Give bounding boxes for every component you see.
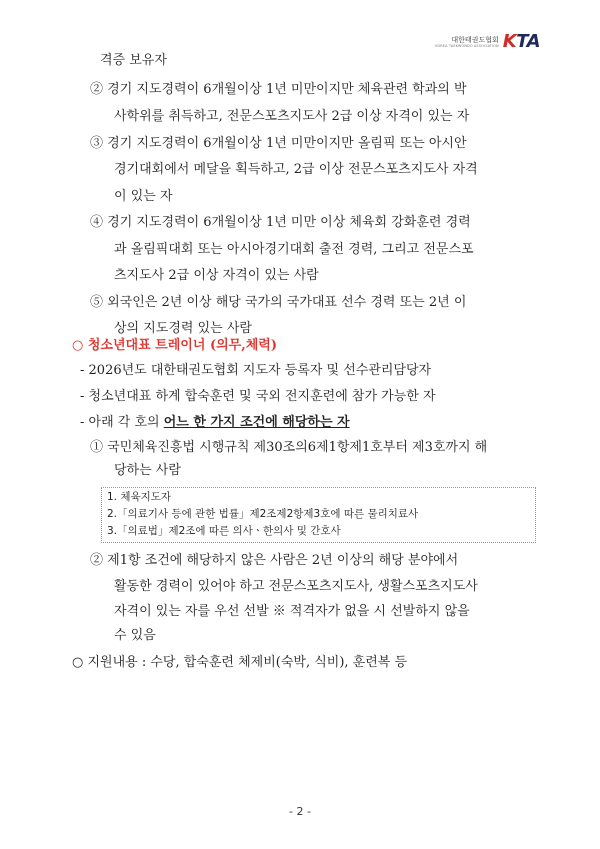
item-4-line-2: 과 올림픽대회 또는 아시아경기대회 출전 경력, 그리고 전문스포: [114, 242, 474, 257]
page-number: - 2 -: [289, 805, 311, 818]
sub-item-1-line-1: ① 국민체육진흥법 시행규칙 제30조의6제1항제1호부터 제3호까지 해: [90, 440, 488, 455]
support-details: ○ 지원내용 : 수당, 합숙훈련 체제비(숙박, 식비), 훈련복 등: [72, 655, 408, 670]
logo-ta: TA: [516, 31, 540, 52]
line-1: 격증 보유자: [100, 53, 167, 68]
logo-org-english: KOREA TAEKWONDO ASSOCIATION: [435, 43, 499, 48]
note-item-2: 2.「의료기사 등에 관한 법률」제2조제2항제3호에 따른 물리치료사: [107, 508, 419, 520]
item-5-line-1: ⑤ 외국인은 2년 이상 해당 국가의 국가대표 선수 경력 또는 2년 이: [90, 295, 467, 310]
youth-trainer-req-1: - 2026년도 대한태권도협회 지도자 등록자 및 선수관리담당자: [80, 363, 432, 378]
note-item-1: 1. 체육지도자: [107, 491, 172, 503]
item-4-line-3: 츠지도사 2급 이상 자격이 있는 사람: [114, 268, 319, 283]
sub-item-2-line-1: ② 제1항 조건에 해당하지 않은 사람은 2년 이상의 해당 분야에서: [90, 553, 459, 568]
sub-item-2-line-2: 활동한 경력이 있어야 하고 전문스포츠지도사, 생활스포츠지도사: [114, 579, 478, 594]
item-3-line-3: 이 있는 자: [114, 189, 173, 204]
item-3-line-2: 경기대회에서 메달을 획득하고, 2급 이상 전문스포츠지도사 자격: [114, 162, 478, 177]
sub-item-2-line-3: 자격이 있는 자를 우선 선발 ※ 적격자가 없을 시 선발하지 않을: [114, 604, 470, 619]
logo-org-korean: 대한태권도협회: [451, 35, 499, 44]
logo-text: [435, 36, 498, 49]
item-4-line-1: ④ 경기 지도경력이 6개월이상 1년 미만 이상 체육회 강화훈련 경력: [90, 215, 471, 230]
logo-mark: [503, 33, 540, 51]
logo-k: K: [502, 31, 517, 52]
youth-trainer-req-2: - 청소년대표 하계 합숙훈련 및 국외 전지훈련에 참가 가능한 자: [80, 389, 436, 404]
note-item-3: 3.「의료법」제2조에 따른 의사ㆍ한의사 및 간호사: [107, 525, 341, 537]
sub-item-1-line-2: 당하는 사람: [114, 463, 181, 478]
kta-logo: [435, 33, 540, 51]
youth-trainer-req-3: [80, 415, 350, 431]
req-3-prefix: - 아래 각 호의: [80, 415, 164, 430]
item-2-line-1: ② 경기 지도경력이 6개월이상 1년 미만이지만 체육관련 학과의 박: [90, 82, 467, 97]
sub-item-2-line-4: 수 있음: [114, 628, 156, 643]
req-3-emphasis: 어느 한 가지 조건에 해당하는 자: [163, 415, 350, 430]
item-3-line-1: ③ 경기 지도경력이 6개월이상 1년 미만이지만 올림픽 또는 아시안: [90, 136, 467, 151]
item-5-line-2: 상의 지도경력 있는 사람: [114, 321, 252, 336]
item-2-line-2: 사학위를 취득하고, 전문스포츠지도사 2급 이상 자격이 있는 자: [114, 109, 470, 124]
section-heading-youth-trainer: ○ 청소년대표 트레이너 (의무,체력): [72, 338, 278, 353]
